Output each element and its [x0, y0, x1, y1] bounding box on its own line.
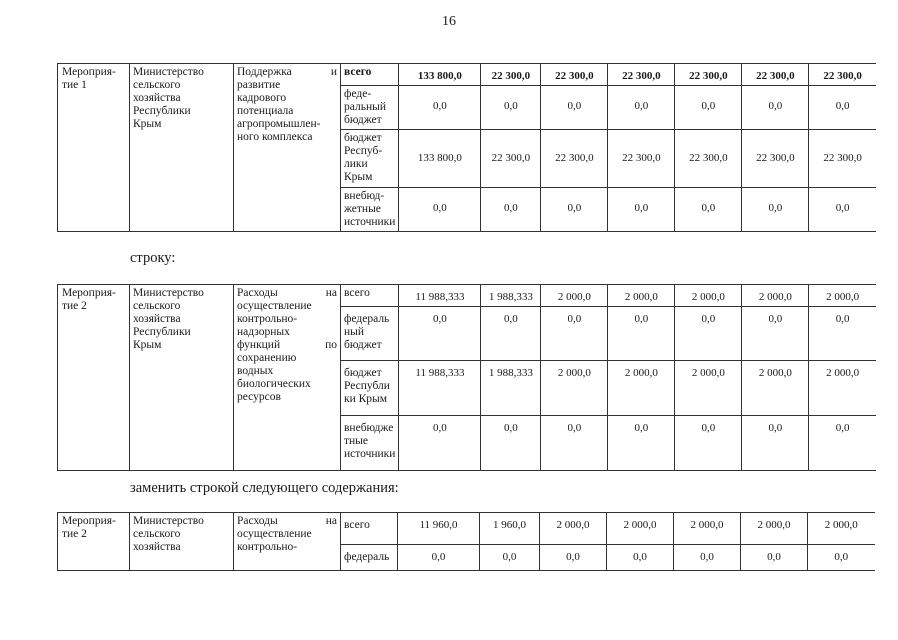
value-cell: 0,0	[480, 545, 540, 571]
value-cell: 0,0	[742, 188, 809, 232]
value-cell: 0,0	[399, 307, 481, 361]
table-measure-2-new	[57, 512, 875, 571]
source-cell: федераль	[341, 545, 398, 571]
source-cell: всего	[341, 64, 399, 86]
value-cell: 2 000,0	[741, 513, 808, 545]
value-cell: 2 000,0	[608, 361, 675, 416]
source-cell: всего	[341, 285, 399, 307]
value-cell: 0,0	[675, 416, 742, 471]
value-cell: 0,0	[675, 307, 742, 361]
value-cell: 2 000,0	[674, 513, 741, 545]
value-cell: 22 300,0	[541, 130, 608, 188]
measure-name-cell: Расходы на осуществление контрольно- надзорных функций по сохранению водных биологических ресурсов	[234, 285, 341, 471]
value-cell: 0,0	[675, 86, 742, 130]
measure-cell: Мероприя- тие 2	[58, 513, 130, 571]
value-cell: 0,0	[481, 416, 541, 471]
value-cell: 22 300,0	[675, 130, 742, 188]
value-cell: 0,0	[399, 188, 481, 232]
value-cell: 0,0	[541, 416, 608, 471]
measure-cell: Мероприя- тие 2	[58, 285, 130, 471]
value-cell: 22 300,0	[809, 64, 876, 86]
value-cell: 0,0	[809, 86, 876, 130]
value-cell: 0,0	[608, 416, 675, 471]
value-cell: 2 000,0	[742, 361, 809, 416]
value-cell: 2 000,0	[541, 285, 608, 307]
instruction-text: заменить строкой следующего содержания:	[130, 480, 399, 496]
value-cell: 0,0	[399, 86, 481, 130]
value-cell: 2 000,0	[742, 285, 809, 307]
value-cell: 22 300,0	[481, 130, 541, 188]
table-measure-1	[57, 63, 876, 232]
value-cell: 2 000,0	[675, 361, 742, 416]
value-cell: 2 000,0	[675, 285, 742, 307]
value-cell: 0,0	[399, 416, 481, 471]
value-cell: 22 300,0	[742, 130, 809, 188]
value-cell: 0,0	[741, 545, 808, 571]
value-cell: 2 000,0	[541, 361, 608, 416]
value-cell: 0,0	[675, 188, 742, 232]
source-cell: всего	[341, 513, 398, 545]
value-cell: 0,0	[481, 86, 541, 130]
value-cell: 1 988,333	[481, 285, 541, 307]
value-cell: 0,0	[808, 545, 875, 571]
value-cell: 22 300,0	[809, 130, 876, 188]
value-cell: 22 300,0	[675, 64, 742, 86]
value-cell: 2 000,0	[809, 361, 876, 416]
value-cell: 22 300,0	[608, 64, 675, 86]
value-cell: 0,0	[608, 86, 675, 130]
value-cell: 2 000,0	[607, 513, 674, 545]
value-cell: 133 800,0	[399, 130, 481, 188]
source-cell: феде- ральный бюджет	[341, 86, 399, 130]
instruction-text: строку:	[130, 250, 176, 266]
value-cell: 2 000,0	[540, 513, 607, 545]
value-cell: 11 988,333	[399, 361, 481, 416]
value-cell: 133 800,0	[399, 64, 481, 86]
measure-name-cell: Поддержка и развитие кадрового потенциала агропромышлен- ного комплекса	[234, 64, 341, 232]
source-cell: внебюдже тные источники	[341, 416, 399, 471]
value-cell: 0,0	[809, 416, 876, 471]
value-cell: 0,0	[742, 416, 809, 471]
value-cell: 1 988,333	[481, 361, 541, 416]
value-cell: 0,0	[398, 545, 480, 571]
source-cell: бюджет Респуб- лики Крым	[341, 130, 399, 188]
page-number: 16	[442, 14, 456, 29]
value-cell: 0,0	[541, 188, 608, 232]
value-cell: 11 960,0	[398, 513, 480, 545]
executor-cell: Министерство сельского хозяйства Республики Крым	[130, 285, 234, 471]
value-cell: 0,0	[608, 307, 675, 361]
table-measure-2-old	[57, 284, 876, 471]
executor-cell: Министерство сельского хозяйства Республики Крым	[130, 64, 234, 232]
value-cell: 2 000,0	[808, 513, 875, 545]
value-cell: 1 960,0	[480, 513, 540, 545]
value-cell: 0,0	[540, 545, 607, 571]
value-cell: 22 300,0	[608, 130, 675, 188]
value-cell: 0,0	[481, 188, 541, 232]
value-cell: 2 000,0	[608, 285, 675, 307]
value-cell: 0,0	[481, 307, 541, 361]
value-cell: 0,0	[541, 86, 608, 130]
value-cell: 0,0	[809, 188, 876, 232]
value-cell: 0,0	[541, 307, 608, 361]
source-cell: бюджет Республи ки Крым	[341, 361, 399, 416]
value-cell: 0,0	[674, 545, 741, 571]
source-cell: федераль ный бюджет	[341, 307, 399, 361]
value-cell: 0,0	[742, 86, 809, 130]
source-cell: внебюд- жетные источники	[341, 188, 399, 232]
value-cell: 11 988,333	[399, 285, 481, 307]
value-cell: 22 300,0	[742, 64, 809, 86]
value-cell: 22 300,0	[481, 64, 541, 86]
value-cell: 0,0	[809, 307, 876, 361]
executor-cell: Министерство сельского хозяйства	[130, 513, 234, 571]
value-cell: 0,0	[742, 307, 809, 361]
value-cell: 22 300,0	[541, 64, 608, 86]
value-cell: 2 000,0	[809, 285, 876, 307]
value-cell: 0,0	[608, 188, 675, 232]
measure-name-cell: Расходы на осуществление контрольно-	[234, 513, 341, 571]
measure-cell: Мероприя- тие 1	[58, 64, 130, 232]
value-cell: 0,0	[607, 545, 674, 571]
